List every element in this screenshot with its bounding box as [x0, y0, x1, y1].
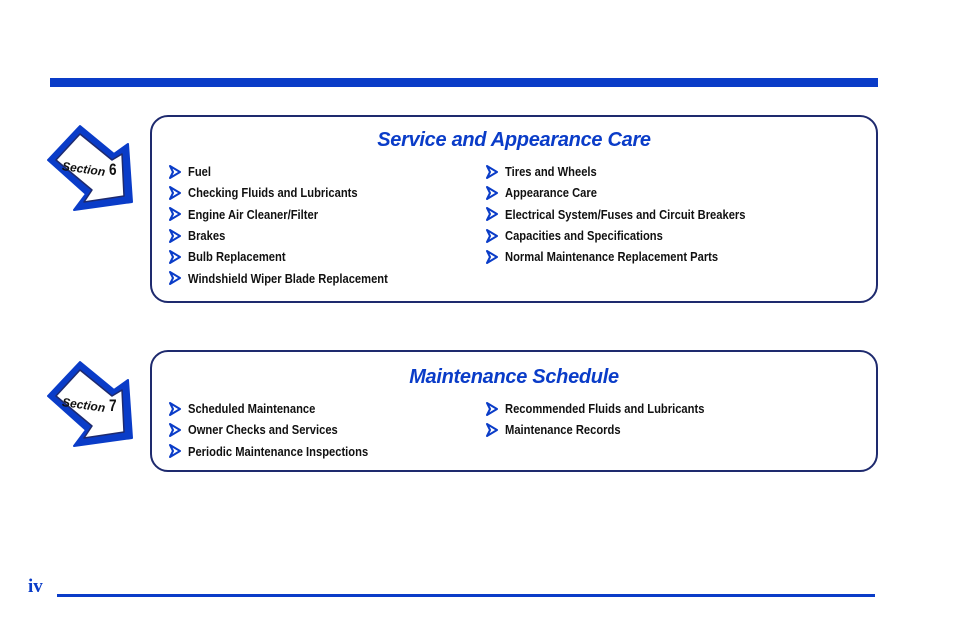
section-number: 7: [108, 396, 117, 415]
bullet-arrow-icon: [485, 402, 499, 416]
section-7-panel: [150, 350, 878, 472]
list-item[interactable]: [168, 419, 398, 440]
item-label: Windshield Wiper Blade Replacement: [188, 270, 388, 286]
bullet-arrow-icon: [485, 229, 499, 243]
top-rule: [50, 78, 878, 87]
bullet-arrow-icon: [168, 229, 182, 243]
bottom-rule: [57, 594, 875, 597]
bullet-arrow-icon: [485, 423, 499, 437]
item-label: Recommended Fluids and Lubricants: [505, 401, 705, 417]
list-item[interactable]: [485, 161, 785, 182]
list-item[interactable]: [485, 182, 785, 203]
bullet-arrow-icon: [168, 444, 182, 458]
left-item-list: [168, 161, 420, 289]
list-item[interactable]: [168, 267, 420, 288]
list-item[interactable]: [168, 161, 420, 182]
bullet-arrow-icon: [485, 186, 499, 200]
right-item-list: [485, 161, 785, 267]
list-item[interactable]: [168, 182, 420, 203]
item-label: Capacities and Specifications: [505, 228, 663, 244]
bullet-arrow-icon: [485, 165, 499, 179]
section-title: Maintenance Schedule: [409, 366, 619, 388]
list-item[interactable]: [168, 225, 420, 246]
item-label: Periodic Maintenance Inspections: [188, 443, 369, 459]
item-label: Scheduled Maintenance: [188, 401, 316, 417]
list-item[interactable]: [485, 225, 785, 246]
list-item[interactable]: [485, 246, 785, 267]
item-label: Normal Maintenance Replacement Parts: [505, 249, 719, 265]
item-label: Tires and Wheels: [505, 164, 597, 180]
item-label: Bulb Replacement: [188, 249, 286, 265]
section-label: Section: [61, 159, 107, 179]
list-item[interactable]: [485, 419, 737, 440]
item-label: Appearance Care: [505, 185, 597, 201]
bullet-arrow-icon: [485, 207, 499, 221]
bullet-arrow-icon: [485, 250, 499, 264]
section-label: Section: [61, 395, 107, 415]
page-number: iv: [28, 576, 43, 597]
bullet-arrow-icon: [168, 250, 182, 264]
item-label: Brakes: [188, 228, 226, 244]
section-7-badge[interactable]: [40, 354, 140, 454]
item-label: Maintenance Records: [505, 422, 621, 438]
bullet-arrow-icon: [168, 402, 182, 416]
list-item[interactable]: [168, 398, 398, 419]
item-label: Electrical System/Fuses and Circuit Breakers: [505, 206, 746, 222]
list-item[interactable]: [485, 204, 785, 225]
bullet-arrow-icon: [168, 207, 182, 221]
section-6-badge[interactable]: [40, 118, 140, 218]
item-label: Owner Checks and Services: [188, 422, 338, 438]
left-item-list: [168, 398, 398, 462]
bullet-arrow-icon: [168, 165, 182, 179]
list-item[interactable]: [168, 246, 420, 267]
right-item-list: [485, 398, 737, 441]
bullet-arrow-icon: [168, 186, 182, 200]
section-6-panel: [150, 115, 878, 303]
section-number: 6: [108, 160, 117, 179]
item-label: Engine Air Cleaner/Filter: [188, 206, 319, 222]
item-label: Fuel: [188, 164, 211, 180]
bullet-arrow-icon: [168, 271, 182, 285]
list-item[interactable]: [485, 398, 737, 419]
item-label: Checking Fluids and Lubricants: [188, 185, 358, 201]
section-title: Service and Appearance Care: [377, 129, 651, 151]
list-item[interactable]: [168, 441, 398, 462]
list-item[interactable]: [168, 204, 420, 225]
bullet-arrow-icon: [168, 423, 182, 437]
